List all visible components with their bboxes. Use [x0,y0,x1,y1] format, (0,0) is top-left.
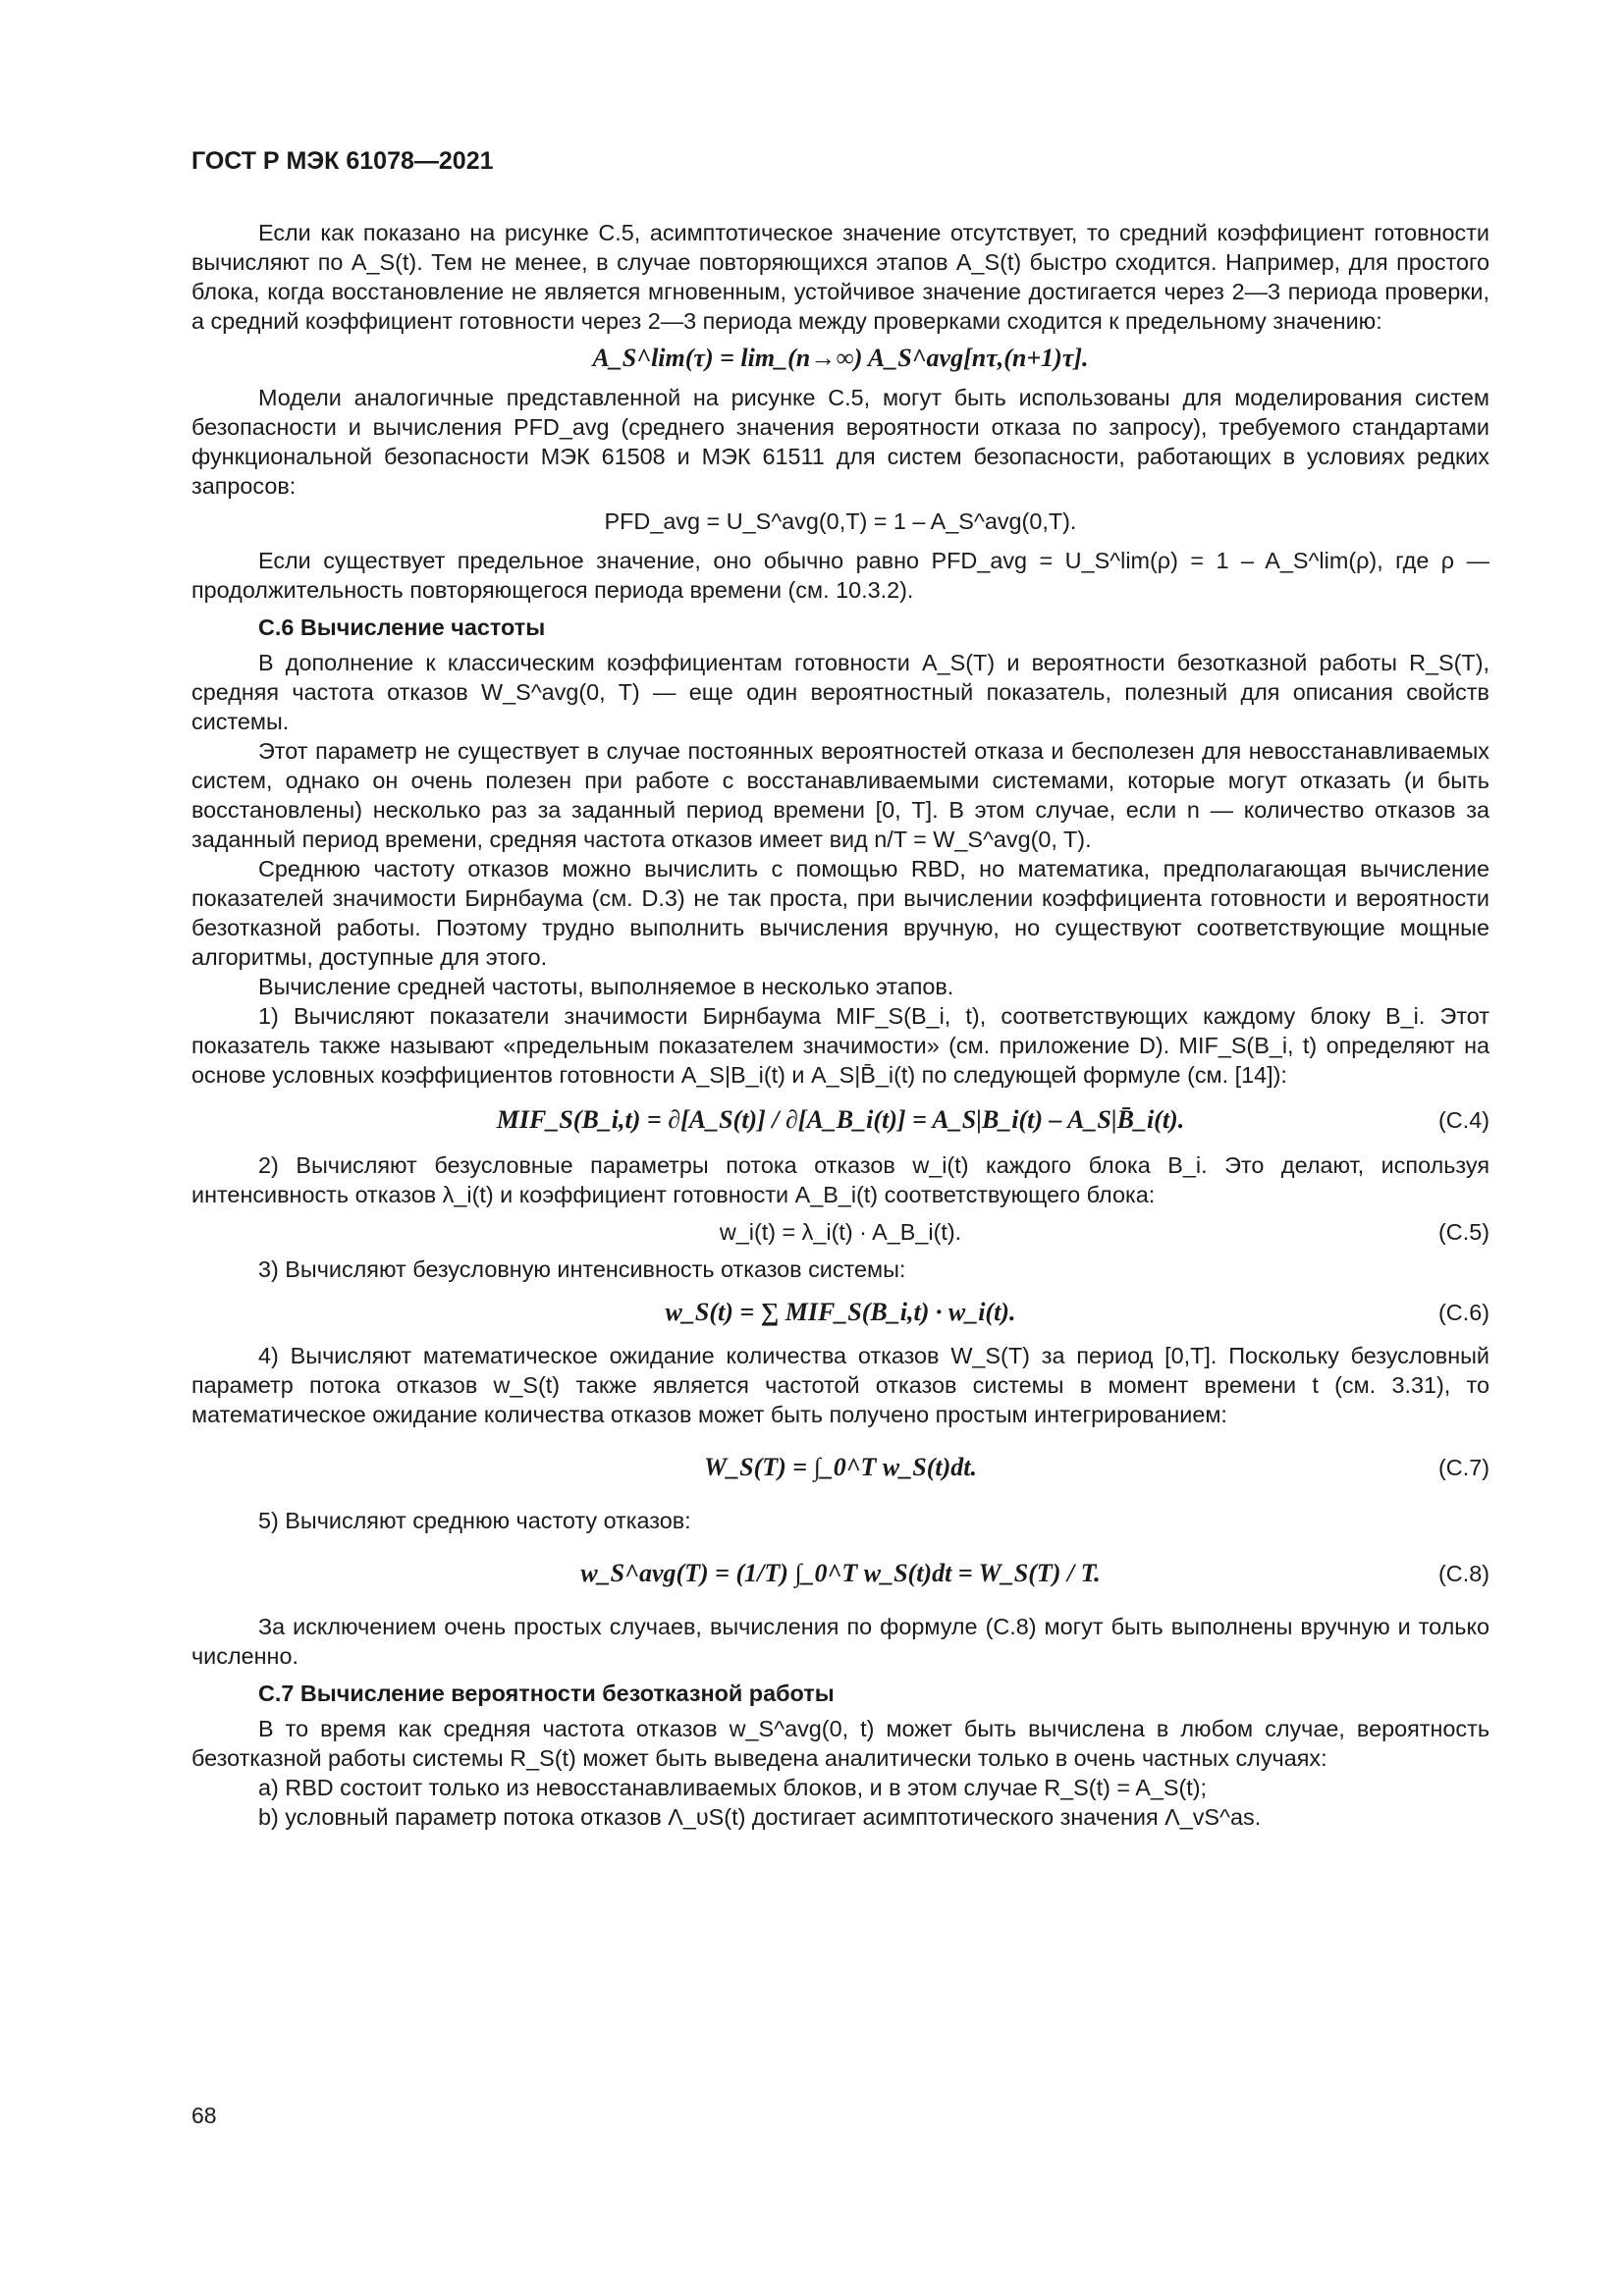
paragraph: За исключением очень простых случаев, вычисления по формуле (С.8) могут быть выполнены вручную и только численно. [191,1614,1489,1669]
formula-c4 [191,1105,1489,1135]
paragraph: В то время как средняя частота отказов w_S^avg(0, t) может быть вычислена в любом случае, вероятность безотказной работы системы R_S(t) может быть выведена аналитически только в очень частных случаях: [191,1716,1489,1771]
paragraph: 5) Вычисляют среднюю частоту отказов: [258,1508,691,1533]
formula-c8 [191,1559,1489,1588]
formula-pfd: PFD_avg = U_S^avg(0,T) = 1 – A_S^avg(0,T). [604,508,1077,534]
formula-c7-body: W_S(T) = ∫_0^T w_S(t)dt. [704,1453,977,1481]
formula-c4-body: MIF_S(B_i,t) = ∂[A_S(t)] / ∂[A_B_i(t)] = A_S|B_i(t) – A_S|B̄_i(t). [496,1105,1185,1134]
section-heading-c6: С.6 Вычисление частоты [258,614,546,640]
formula-c8-body: w_S^avg(T) = (1/T) ∫_0^T w_S(t)dt = W_S(T) / T. [580,1559,1101,1587]
equation-number: (С.4) [1438,1107,1489,1133]
formula-c7 [191,1453,1489,1482]
list-item: a) RBD состоит только из невосстанавливаемых блоков, и в этом случае R_S(t) = A_S(t); [258,1775,1208,1800]
paragraph: Если как показано на рисунке С.5, асимптотическое значение отсутствует, то средний коэффициент готовности вычисляют по A_S(t). Тем не менее, в случае повторяющихся этапов A_S(t) быстро сходится. Например, для простого блока, когда восстановление не является мгновенным, устойчивое значение достигается через 2—3 периода проверки, а средний коэффициент готовности через 2—3 периода между проверками сходится к предельному значению: [191,220,1489,334]
list-item: b) условный параметр потока отказов Λ_υS(t) достигает асимптотического значения Λ_vS^as. [258,1804,1262,1830]
paragraph: Этот параметр не существует в случае постоянных вероятностей отказа и бесполезен для невосстанавливаемых систем, однако он очень полезен при работе с восстанавливаемыми системами, которые могут отказать (и быть восстановлены) несколько раз за заданный период времени [0, T]. В этом случае, если n — количество отказов за заданный период времени, средняя частота отказов имеет вид n/T = W_S^avg(0, T). [191,738,1489,852]
paragraph: 2) Вычисляют безусловные параметры потока отказов w_i(t) каждого блока B_i. Это делают, используя интенсивность отказов λ_i(t) и коэффициент готовности A_B_i(t) соответствующего блока: [191,1152,1489,1207]
paragraph: 3) Вычисляют безусловную интенсивность отказов системы: [258,1256,906,1282]
paragraph: 1) Вычисляют показатели значимости Бирнбаума MIF_S(B_i, t), соответствующих каждому блоку B_i. Этот показатель также называют «предельным показателем значимости» (см. приложение D). MIF_S(B_i, t) определяют на основе условных коэффициентов готовности A_S|B_i(t) и A_S|B̄_i(t) по следующей формуле (см. [14]): [191,1003,1489,1088]
paragraph: Вычисление средней частоты, выполняемое в несколько этапов. [258,974,954,999]
equation-number: (С.7) [1438,1455,1489,1480]
paragraph: Если существует предельное значение, оно обычно равно PFD_avg = U_S^lim(ρ) = 1 – A_S^lim(ρ), где ρ — продолжительность повторяющегося периода времени (см. 10.3.2). [191,548,1489,603]
formula-lim: A_S^lim(τ) = lim_(n→∞) A_S^avg[nτ,(n+1)τ]. [592,344,1089,372]
formula-c6 [191,1298,1489,1327]
formula-c6-body: w_S(t) = ∑ MIF_S(B_i,t) · w_i(t). [665,1298,1016,1326]
section-heading-c7: С.7 Вычисление вероятности безотказной работы [258,1681,835,1706]
formula-c5-body: w_i(t) = λ_i(t) · A_B_i(t). [719,1219,962,1245]
paragraph: Модели аналогичные представленной на рисунке С.5, могут быть использованы для моделирования систем безопасности и вычисления PFD_avg (среднего значения вероятности отказа по запросу), требуемого стандартами функциональной безопасности МЭК 61508 и МЭК 61511 для систем безопасности, работающих в условиях редких запросов: [191,385,1489,499]
equation-number: (С.5) [1438,1219,1489,1245]
formula-c5 [191,1217,1489,1247]
equation-number: (С.8) [1438,1561,1489,1586]
page-number: 68 [191,2103,217,2128]
standard-header: ГОСТ Р МЭК 61078—2021 [191,147,494,175]
paragraph: 4) Вычисляют математическое ожидание количества отказов W_S(T) за период [0,T]. Поскольку безусловный параметр потока отказов w_S(t) также является частотой отказов системы в момент времени t (см. 3.31), то математическое ожидание количества отказов может быть получено простым интегрированием: [191,1343,1489,1427]
equation-number: (С.6) [1438,1300,1489,1325]
paragraph: В дополнение к классическим коэффициентам готовности A_S(T) и вероятности безотказной работы R_S(T), средняя частота отказов W_S^avg(0, T) — еще один вероятностный показатель, полезный для описания свойств системы. [191,650,1489,734]
paragraph: Среднюю частоту отказов можно вычислить с помощью RBD, но математика, предполагающая вычисление показателей значимости Бирнбаума (см. D.3) не так проста, при вычислении коэффициента готовности и вероятности безотказной работы. Поэтому трудно выполнить вычисления вручную, но существуют соответствующие мощные алгоритмы, доступные для этого. [191,856,1489,970]
page-content [191,218,1489,1832]
